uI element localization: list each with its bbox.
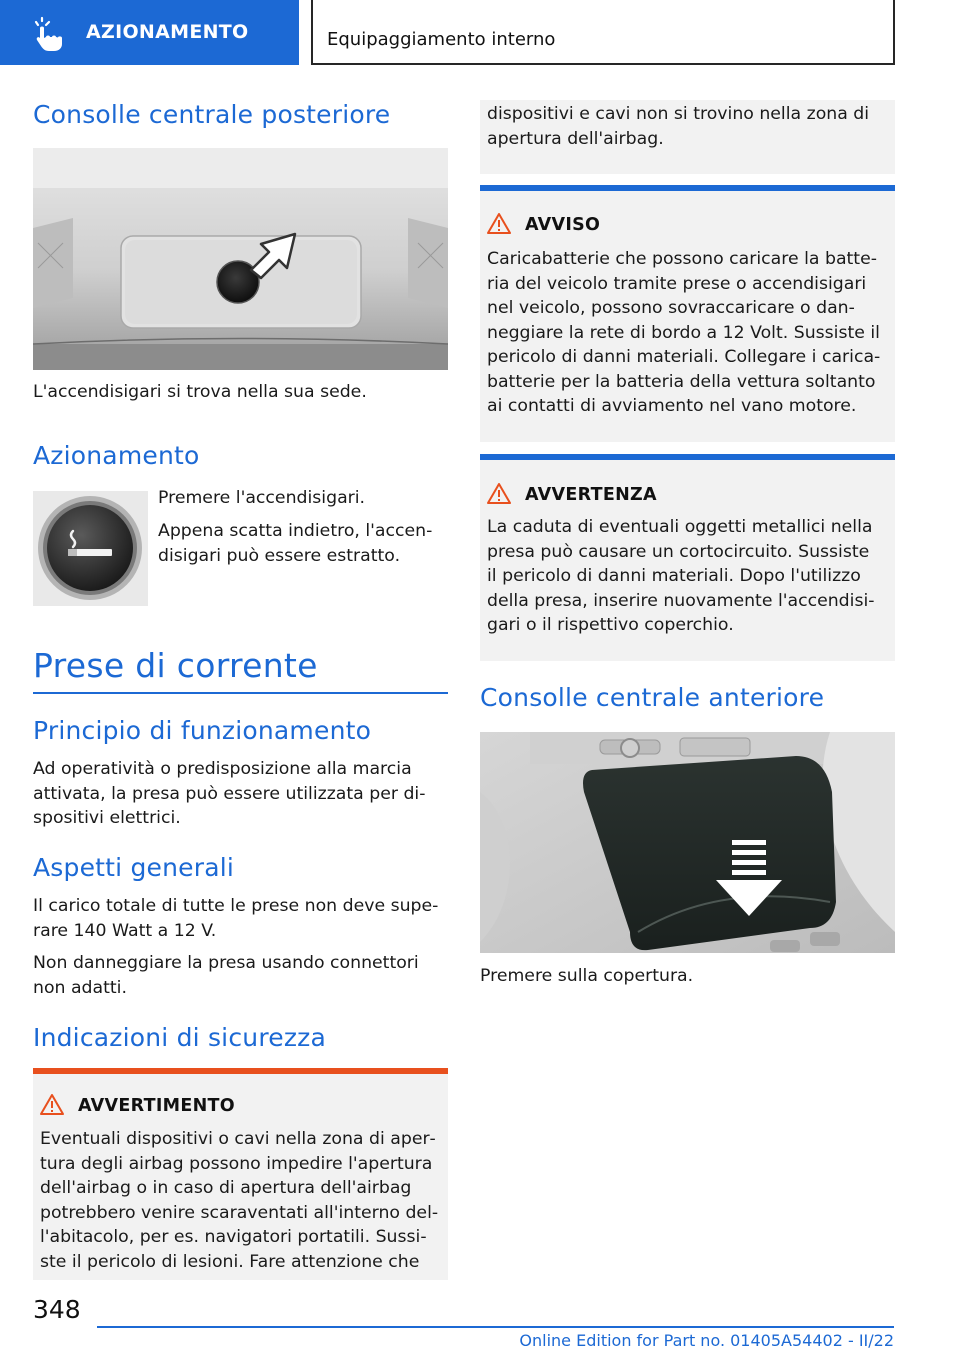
caption-front: Premere sulla copertura.: [480, 966, 694, 986]
heading-general: Aspetti generali: [33, 853, 235, 882]
warning-triangle-icon: [39, 1093, 65, 1116]
rear-console-photo: [33, 148, 448, 370]
page-number: 348: [33, 1295, 81, 1324]
general-text-1: Il carico totale di tutte le prese non deve supe‐ rare 140 Watt a 12 V.: [33, 896, 439, 941]
caution-title: AVVERTENZA: [525, 485, 657, 505]
caution-text: La caduta di eventuali oggetti metallici nella presa può causare un cortocircuito. Sussiste il pericolo di danni materiali. Dopo l'utilizzo della presa, inserire nuovamente l'accendisi‐ gari o il rispettivo coperchio.: [487, 517, 875, 635]
warning-box-continued: [480, 100, 895, 174]
pointing-hand-icon: [32, 16, 72, 52]
heading-safety: Indicazioni di sicurezza: [33, 1023, 326, 1052]
chapter-header: [311, 0, 895, 65]
caption-rear: L'accendisigari si trova nella sua sede.: [33, 382, 367, 402]
heading-operation: Azionamento: [33, 441, 200, 470]
caution-bar: [480, 454, 895, 460]
notice-bar: [480, 185, 895, 191]
footer-edition: Online Edition for Part no. 01405A54402 - II/22: [519, 1331, 894, 1350]
section-tab[interactable]: [0, 0, 299, 65]
caution-box: [480, 454, 895, 661]
principle-text: Ad operatività o predisposizione alla marcia attivata, la presa può essere utilizzata per di‐ spositivi elettrici.: [33, 759, 426, 828]
warning-text-continued: dispositivi e cavi non si trovino nella zona di apertura dell'airbag.: [487, 104, 870, 149]
notice-title: AVVISO: [525, 215, 601, 235]
heading-rear-console: Consolle centrale posteriore: [33, 100, 391, 129]
notice-box: [480, 185, 895, 442]
warning-triangle-icon: [486, 212, 512, 235]
lighter-button-photo: [33, 491, 148, 606]
section-title: AZIONAMENTO: [86, 21, 249, 43]
op-step-1: Premere l'accendisigari.: [158, 488, 366, 508]
front-console-photo: [480, 732, 895, 953]
warning-box: [33, 1068, 448, 1280]
heading-rule: [33, 692, 448, 694]
warning-title: AVVERTIMENTO: [78, 1096, 235, 1116]
heading-sockets: Prese di corrente: [33, 646, 318, 685]
warning-bar: [33, 1068, 448, 1074]
heading-principle: Principio di funzionamento: [33, 716, 372, 745]
warning-triangle-icon: [486, 482, 512, 505]
general-text-2: Non danneggiare la presa usando connettori non adatti.: [33, 953, 419, 998]
notice-text: Caricabatterie che possono caricare la batte‐ ria del veicolo tramite prese o accendisigari nel veicolo, possono sovraccaricare o dan‐ neggiare la rete di bordo a 12 Volt. Sussiste il pericolo di danni materiali. Collegare i carica‐ batterie per la batteria della vettura soltanto ai contatti di avviamento nel vano motore.: [487, 249, 881, 416]
chapter-title: Equipaggiamento interno: [327, 29, 556, 50]
op-step-2: Appena scatta indietro, l'accen‐ disigari può essere estratto.: [158, 521, 433, 566]
footer-rule: [97, 1326, 894, 1328]
warning-text: Eventuali dispositivi o cavi nella zona di aper‐ tura degli airbag possono impedire l'apertura dell'airbag o in caso di apertura dell'airbag potrebbero venire scaraventati all'interno del‐ l'abitacolo, per es. navigatori portatili. Sussi‐ ste il pericolo di lesioni. Fare attenzione che: [40, 1129, 439, 1272]
heading-front-console: Consolle centrale anteriore: [480, 683, 825, 712]
